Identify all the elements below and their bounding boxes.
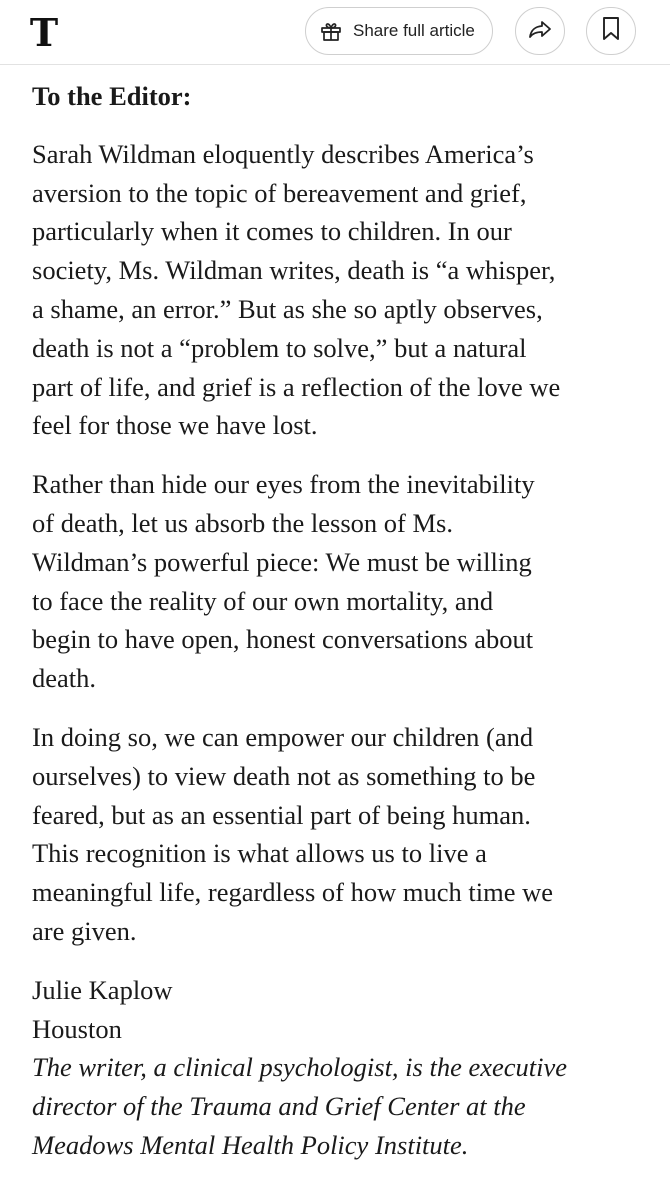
bookmark-icon — [601, 16, 621, 47]
author-bio-line: director of the Trauma and Grief Center at the — [32, 1091, 526, 1122]
top-toolbar — [0, 0, 670, 65]
save-bookmark-button[interactable] — [586, 7, 636, 55]
text-line: In doing so, we can empower our children (and — [32, 721, 534, 752]
share-arrow-button[interactable] — [515, 7, 565, 55]
text-line: ourselves) to view death not as something to be — [32, 760, 536, 791]
text-line: part of life, and grief is a reflection of the love we — [32, 371, 561, 402]
letter-body — [32, 77, 652, 1165]
author-bio-line: Meadows Mental Health Policy Institute. — [32, 1129, 469, 1160]
text-line: particularly when it comes to children. In our — [32, 216, 512, 247]
text-line: This recognition is what allows us to live a — [32, 838, 487, 869]
text-line: society, Ms. Wildman writes, death is “a whisper, — [32, 255, 556, 286]
share-arrow-icon — [527, 17, 553, 46]
paragraph-1 — [32, 135, 652, 445]
letter-heading: To the Editor: — [32, 81, 192, 111]
share-full-article-button[interactable] — [305, 7, 493, 55]
text-line: feared, but as an essential part of being human. — [32, 799, 531, 830]
text-line: Sarah Wildman eloquently describes America’s — [32, 138, 534, 169]
share-button-label: Share full article — [353, 21, 475, 40]
text-line: of death, let us absorb the lesson of Ms. — [32, 507, 453, 538]
paragraph-3 — [32, 718, 652, 951]
author-name: Julie Kaplow — [32, 974, 173, 1005]
text-line: a shame, an error.” But as she so aptly observes, — [32, 293, 543, 324]
author-city: Houston — [32, 1013, 122, 1044]
letter-signature — [32, 971, 652, 1165]
text-line: aversion to the topic of bereavement and grief, — [32, 177, 527, 208]
text-line: begin to have open, honest conversations about — [32, 624, 534, 655]
text-line: Rather than hide our eyes from the inevitability — [32, 469, 535, 500]
author-bio-line: The writer, a clinical psychologist, is the executive — [32, 1052, 568, 1083]
text-line: Wildman’s powerful piece: We must be willing — [32, 546, 532, 577]
text-line: meaningful life, regardless of how much time we — [32, 877, 554, 908]
text-line: death. — [32, 663, 97, 694]
nyt-logo-icon[interactable]: T — [29, 10, 59, 55]
text-line: death is not a “problem to solve,” but a natural — [32, 332, 527, 363]
text-line: to face the reality of our own mortality, and — [32, 585, 494, 616]
text-line: feel for those we have lost. — [32, 410, 318, 441]
paragraph-2 — [32, 465, 652, 698]
gift-icon — [319, 19, 343, 43]
text-line: are given. — [32, 915, 137, 946]
